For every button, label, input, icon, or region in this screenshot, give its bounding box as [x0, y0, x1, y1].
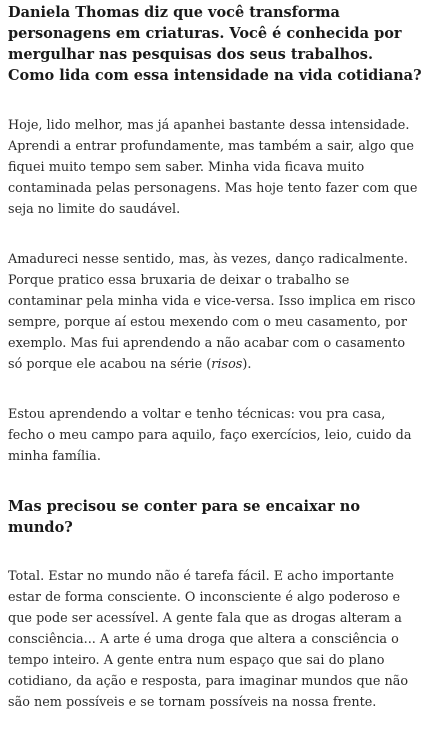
interview-question-1: Daniela Thomas diz que você transforma personagens em criaturas. Você é conhecida por mergulhar nas pesquisas dos seus trabalhos. Como lida com essa intensidade na vida cotidiana?	[8, 4, 422, 84]
answer-text-end: ).	[242, 357, 252, 372]
answer-text: Amadureci nesse sentido, mas, às vezes, danço radicalmente. Porque pratico essa bruxaria de deixar o trabalho se contaminar pela minha vida e vice-versa. Isso implica em risco sempre, porque aí estou mexendo com o meu casamento, por exemplo. Mas fui aprendendo a não acabar com o casamento só porque ele acabou na série (	[8, 252, 416, 372]
interview-answer-paragraph-4: Total. Estar no mundo não é tarefa fácil. E acho importante estar de forma consciente. O inconsciente é algo poderoso e que pode ser acessível. A gente fala que as drogas alteram a consciência... A arte é uma droga que altera a consciência o tempo inteiro. A gente entra num espaço que sai do plano cotidiano, da ação e resposta, para imaginar mundos que não são nem possíveis e se tornam possíveis na nossa frente.	[8, 569, 409, 710]
interview-answer-paragraph-3: Estou aprendendo a voltar e tenho técnicas: vou pra casa, fecho o meu campo para aquilo, faço exercícios, leio, cuido da minha família.	[8, 407, 412, 464]
aside-laughs: risos	[211, 357, 243, 372]
interview-question-2: Mas precisou se conter para se encaixar no mundo?	[8, 498, 361, 536]
interview-answer-paragraph-2	[8, 249, 422, 375]
article-body	[8, 2, 422, 742]
interview-answer-paragraph-1: Hoje, lido melhor, mas já apanhei bastante dessa intensidade. Aprendi a entrar profundamente, mas também a sair, algo que fiquei muito tempo sem saber. Minha vida ficava muito contaminada pelas personagens. Mas hoje tento fazer com que seja no limite do saudável.	[8, 118, 418, 217]
